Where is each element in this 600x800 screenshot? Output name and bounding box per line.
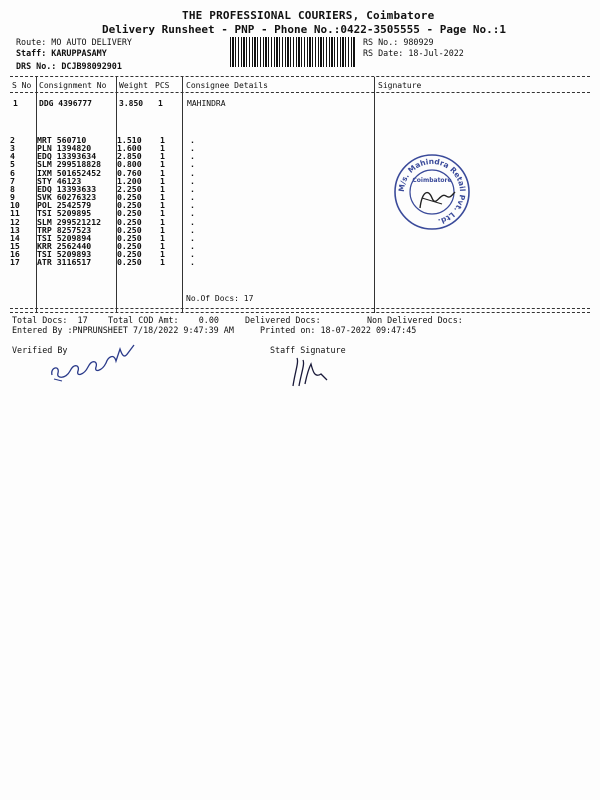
row-sno: 1	[13, 99, 18, 108]
rs-date: RS Date: 18-Jul-2022	[363, 48, 464, 58]
row-consignment: SLM 299518828	[37, 159, 102, 170]
row-sno: 2	[10, 135, 15, 145]
row-details: .	[190, 249, 195, 260]
row-consignment: TRP 8257523	[37, 224, 92, 235]
stamp-inner-text: Coimbatore	[412, 177, 452, 184]
barcode	[230, 37, 356, 67]
printed-on: Printed on: 18-07-2022 09:47:45	[260, 325, 417, 335]
row-pcs: 1	[160, 143, 165, 154]
consignment-table	[10, 136, 210, 267]
row-weight: 1.200	[117, 175, 142, 186]
row-consignment: POL 2542579	[37, 200, 92, 211]
row-pcs: 1	[160, 159, 165, 170]
row-pcs: 1	[160, 249, 165, 260]
col-header-consignment: Consignment No	[39, 81, 107, 90]
row-weight: 0.250	[117, 249, 142, 260]
runsheet-title: Delivery Runsheet - PNP - Phone No.:0422-3505555 - Page No.:1	[102, 23, 506, 36]
row-details: .	[190, 159, 195, 170]
company-title: THE PROFESSIONAL COURIERS, Coimbatore	[182, 9, 435, 22]
row-pcs: 1	[160, 175, 165, 186]
row-sno: 8	[10, 183, 15, 194]
row-consignment: EDQ 13393634	[37, 151, 97, 162]
row-pcs: 1	[160, 151, 165, 162]
verified-by-label: Verified By	[12, 345, 68, 355]
row-details: .	[190, 200, 195, 211]
row-details: .	[190, 175, 195, 186]
row-pcs: 1	[160, 208, 165, 219]
row-consignment: TSI 5209895	[37, 208, 92, 219]
row-details: .	[190, 167, 195, 178]
row-weight: 3.850	[119, 99, 144, 108]
row-consignment: SLM 299521212	[37, 216, 102, 227]
row-details: .	[190, 135, 195, 145]
row-weight: 0.250	[117, 257, 142, 268]
row-sno: 17	[10, 257, 20, 268]
staff-signature-label: Staff Signature	[270, 345, 346, 355]
row-consignment: MRT 560710	[37, 135, 87, 145]
row-sno: 5	[10, 159, 15, 170]
staff-signature	[285, 352, 335, 392]
row-details: .	[190, 257, 195, 268]
row-details: .	[190, 183, 195, 194]
col-header-pcs: PCS	[155, 81, 170, 90]
row-consignment: STY 46123	[37, 175, 82, 186]
stamp-outer-text: M/s. Mahindra Retail Pvt. Ltd.	[396, 156, 468, 227]
row-weight: 0.250	[117, 192, 142, 203]
row-sno: 14	[10, 232, 20, 243]
total-cod: Total COD Amt: 0.00	[108, 315, 219, 325]
row-sno: 16	[10, 249, 20, 260]
staff-label: Staff: KARUPPASAMY	[16, 48, 107, 58]
row-consignment: PLN 1394820	[37, 143, 92, 154]
row-sno: 3	[10, 143, 15, 154]
row-weight: 2.250	[117, 183, 142, 194]
row-pcs: 1	[160, 192, 165, 203]
row-pcs: 1	[160, 224, 165, 235]
row-pcs: 1	[158, 99, 163, 108]
row-sno: 11	[10, 208, 20, 219]
row-pcs: 1	[160, 135, 165, 145]
row-consignment: ATR 3116517	[37, 257, 92, 268]
row-pcs: 1	[160, 257, 165, 268]
row-weight: 0.250	[117, 232, 142, 243]
header-rule-top	[10, 76, 590, 77]
header-rule-bottom	[10, 92, 590, 93]
row-sno: 6	[10, 167, 15, 178]
row-details: MAHINDRA	[187, 99, 226, 108]
row-consignment: SVK 60276323	[37, 192, 97, 203]
verifier-signature	[44, 335, 144, 385]
row-sno: 7	[10, 175, 15, 186]
row-consignment: IXM 501652452	[37, 167, 102, 178]
row-sno: 10	[10, 200, 20, 211]
total-docs: Total Docs: 17	[12, 315, 88, 325]
row-sno: 13	[10, 224, 20, 235]
row-consignment: TSI 5209893	[37, 249, 92, 260]
col-sep	[374, 77, 375, 313]
entered-by: Entered By :PNPRUNSHEET 7/18/2022 9:47:39 AM	[12, 325, 234, 335]
row-weight: 0.250	[117, 241, 142, 252]
col-header-sno: S No	[12, 81, 32, 90]
footer-rule-bottom	[10, 312, 590, 313]
row-weight: 0.250	[117, 224, 142, 235]
row-weight: 0.250	[117, 208, 142, 219]
drs-number: DRS No.: DCJB98092901	[16, 61, 122, 71]
row-pcs: 1	[160, 241, 165, 252]
row-details: .	[190, 192, 195, 203]
svg-text:M/s. Mahindra Retail Pvt. Ltd.	[397, 157, 467, 226]
row-consignment: TSI 5209894	[37, 232, 92, 243]
row-sno: 15	[10, 241, 20, 252]
row-details: .	[190, 208, 195, 219]
row-weight: 1.510	[117, 135, 142, 145]
row-details: .	[190, 151, 195, 162]
row-weight: 1.600	[117, 143, 142, 154]
row-details: .	[190, 143, 195, 154]
company-stamp	[392, 152, 472, 232]
row-details: .	[190, 224, 195, 235]
footer-rule-top	[10, 308, 590, 309]
row-consignment: EDQ 13393633	[37, 183, 97, 194]
rs-number: RS No.: 980929	[363, 37, 434, 47]
row-weight: 0.760	[117, 167, 142, 178]
row-weight: 0.250	[117, 200, 142, 211]
row-consignment: KRR 2562440	[37, 241, 92, 252]
row-weight: 0.250	[117, 216, 142, 227]
row-pcs: 1	[160, 216, 165, 227]
route-label: Route: MO AUTO DELIVERY	[16, 37, 132, 47]
non-delivered-docs: Non Delivered Docs:	[367, 315, 463, 325]
table-row	[10, 258, 210, 266]
row-pcs: 1	[160, 232, 165, 243]
row-sno: 12	[10, 216, 20, 227]
col-header-weight: Weight	[119, 81, 148, 90]
row-pcs: 1	[160, 200, 165, 211]
row-sno: 4	[10, 151, 15, 162]
delivered-docs: Delivered Docs:	[245, 315, 321, 325]
col-header-details: Consignee Details	[186, 81, 268, 90]
no-of-docs: No.Of Docs: 17	[186, 294, 254, 303]
row-details: .	[190, 241, 195, 252]
row-details: .	[190, 216, 195, 227]
row-pcs: 1	[160, 167, 165, 178]
row-pcs: 1	[160, 183, 165, 194]
row-details: .	[190, 232, 195, 243]
row-sno: 9	[10, 192, 15, 203]
row-weight: 0.800	[117, 159, 142, 170]
row-consignment: DDG 4396777	[39, 99, 92, 108]
row-weight: 2.850	[117, 151, 142, 162]
col-header-signature: Signature	[378, 81, 422, 90]
